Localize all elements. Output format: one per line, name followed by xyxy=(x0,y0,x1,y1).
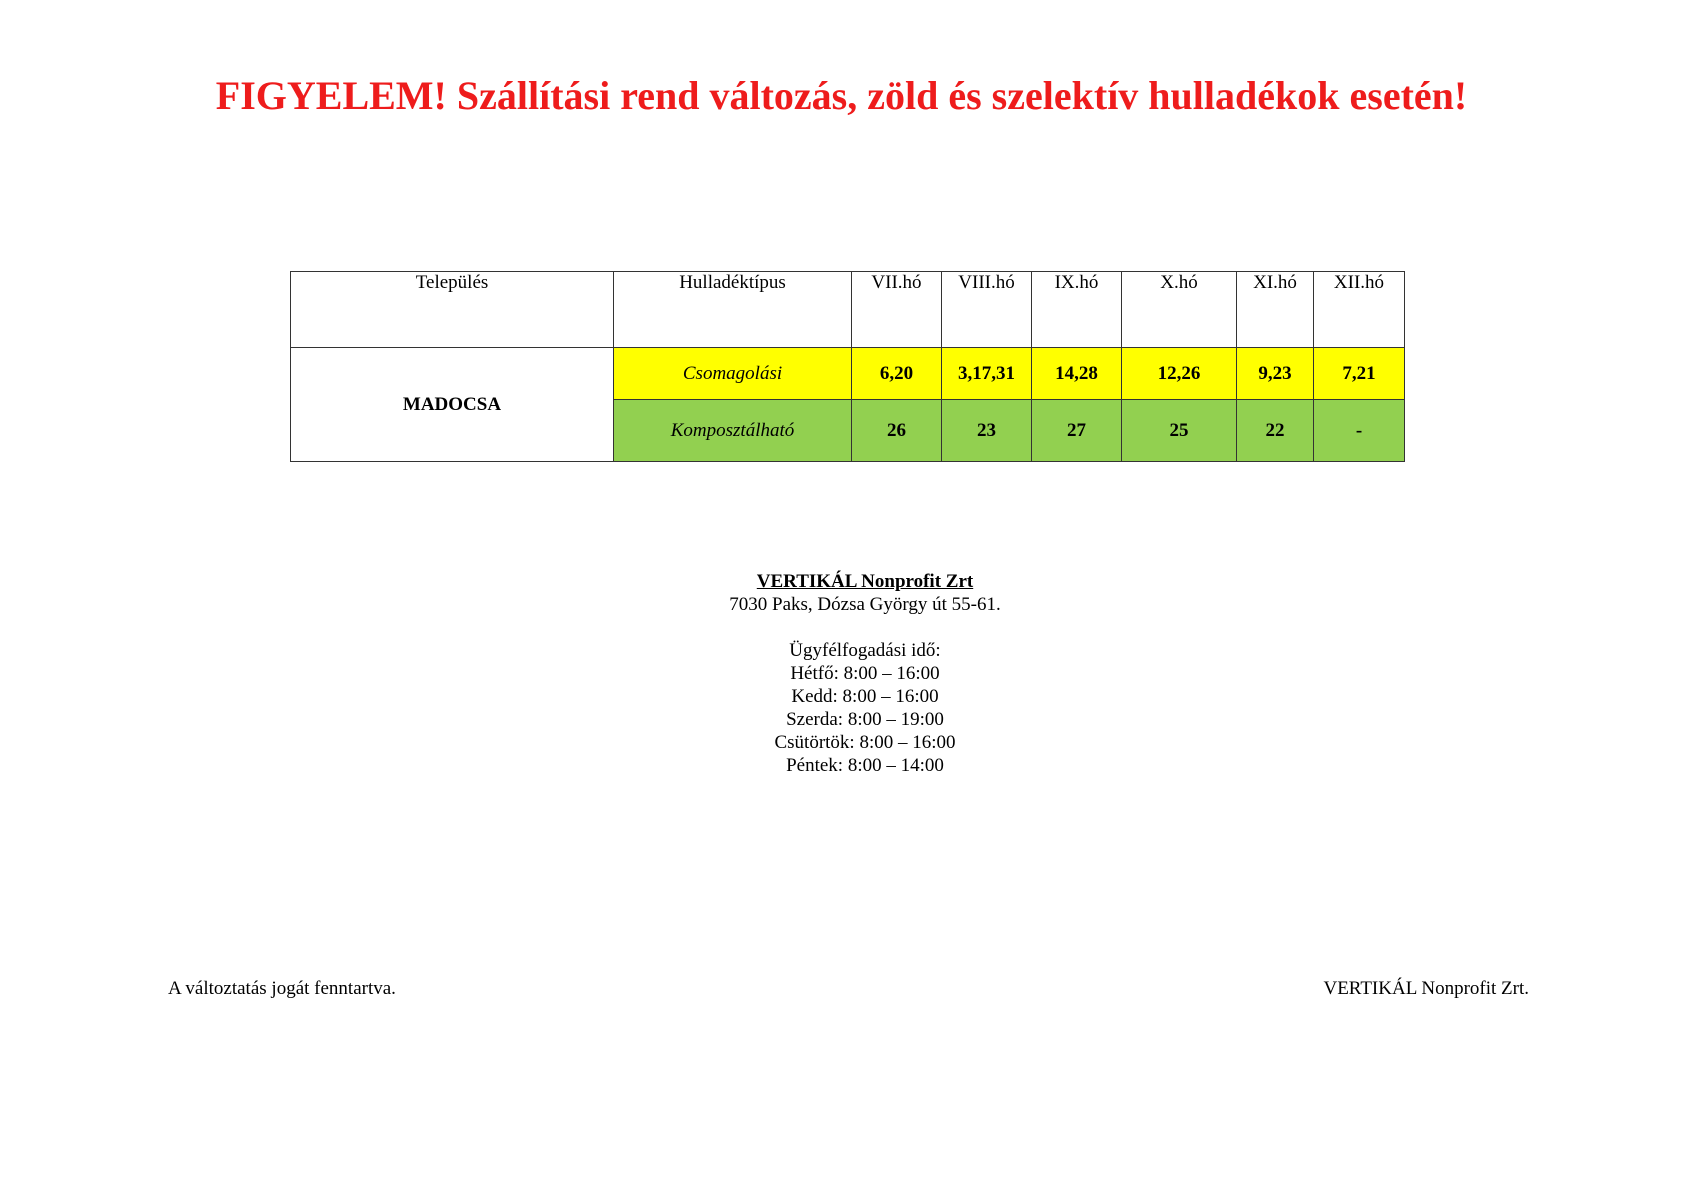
packaging-date-10: 12,26 xyxy=(1122,348,1237,400)
town-name: MADOCSA xyxy=(291,348,614,462)
office-hours-thursday: Csütörtök: 8:00 – 16:00 xyxy=(774,732,956,753)
footer-disclaimer: A változtatás jogát fenntartva. xyxy=(168,978,396,999)
waste-type-packaging: Csomagolási xyxy=(614,348,852,400)
header-month-10: X.hó xyxy=(1122,272,1237,348)
header-month-11: XI.hó xyxy=(1237,272,1314,348)
table-header-row xyxy=(291,272,1405,348)
office-hours-monday: Hétfő: 8:00 – 16:00 xyxy=(790,663,940,684)
office-hours-tuesday: Kedd: 8:00 – 16:00 xyxy=(791,686,939,707)
page-title: FIGYELEM! Szállítási rend változás, zöld és szelektív hulladékok esetén! xyxy=(215,73,1468,118)
company-name: VERTIKÁL Nonprofit Zrt xyxy=(756,571,974,592)
office-hours-wednesday: Szerda: 8:00 – 19:00 xyxy=(786,709,944,730)
compostable-date-7: 26 xyxy=(852,400,942,462)
compostable-date-12: - xyxy=(1314,400,1405,462)
company-address: 7030 Paks, Dózsa György út 55-61. xyxy=(729,594,1001,615)
compostable-date-8: 23 xyxy=(942,400,1032,462)
compostable-date-9: 27 xyxy=(1032,400,1122,462)
waste-type-compostable: Komposztálható xyxy=(614,400,852,462)
table-row-packaging xyxy=(291,348,1405,400)
packaging-date-11: 9,23 xyxy=(1237,348,1314,400)
packaging-date-7: 6,20 xyxy=(852,348,942,400)
contact-block xyxy=(0,570,1683,777)
header-month-7: VII.hó xyxy=(852,272,942,348)
office-hours-title: Ügyfélfogadási idő: xyxy=(789,640,941,661)
compostable-date-11: 22 xyxy=(1237,400,1314,462)
footer-signature: VERTIKÁL Nonprofit Zrt. xyxy=(1323,978,1529,999)
compostable-date-10: 25 xyxy=(1122,400,1237,462)
packaging-date-12: 7,21 xyxy=(1314,348,1405,400)
header-town: Település xyxy=(291,272,614,348)
packaging-date-8: 3,17,31 xyxy=(942,348,1032,400)
header-waste-type: Hulladéktípus xyxy=(614,272,852,348)
collection-schedule-table xyxy=(290,271,1405,462)
header-month-8: VIII.hó xyxy=(942,272,1032,348)
packaging-date-9: 14,28 xyxy=(1032,348,1122,400)
office-hours-friday: Péntek: 8:00 – 14:00 xyxy=(786,755,944,776)
header-month-12: XII.hó xyxy=(1314,272,1405,348)
header-month-9: IX.hó xyxy=(1032,272,1122,348)
